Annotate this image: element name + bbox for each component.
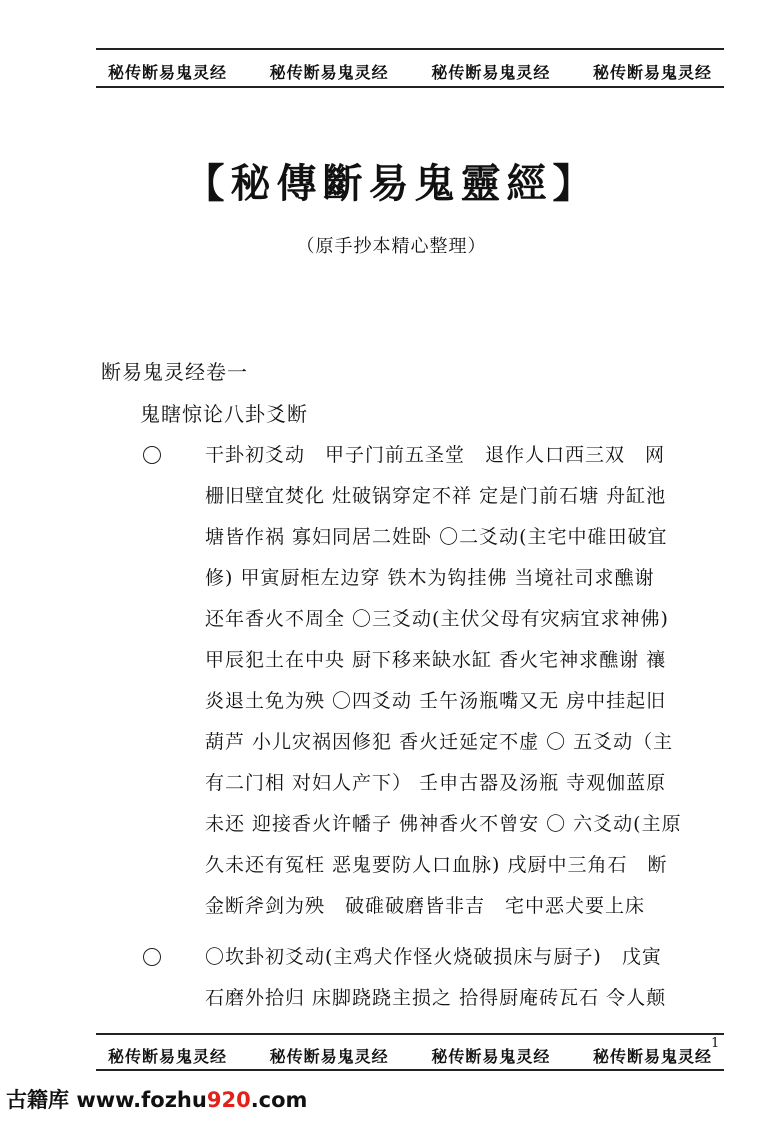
footer-rule-bottom xyxy=(96,1069,724,1071)
footer-rule-top xyxy=(96,1033,724,1035)
page-subtitle: （原手抄本精心整理） xyxy=(296,236,487,257)
paragraph xyxy=(205,435,720,927)
footer-item: 秘传断易鬼灵经 xyxy=(269,1047,389,1066)
text-line: 栅旧壁宜焚化 灶破锅穿定不祥 定是门前石塘 舟缸池 xyxy=(205,485,667,507)
text-line: 有二门相 对妇人产下） 壬申古器及汤瓶 寺观伽蓝原 xyxy=(205,772,667,794)
text-line: 葫芦 小儿灾祸因修犯 香火迁延定不虚 〇 五爻动（主 xyxy=(205,731,674,753)
text-line: 石磨外拾归 床脚跷跷主损之 拾得厨庵砖瓦石 令人颠 xyxy=(205,987,667,1009)
footer-item: 秘传断易鬼灵经 xyxy=(431,1047,551,1066)
text-line: 甲辰犯土在中央 厨下移来缺水缸 香火宅神求醮谢 禳 xyxy=(205,649,667,671)
footer-item: 秘传断易鬼灵经 xyxy=(108,1047,228,1066)
circle-marker-icon xyxy=(143,446,161,464)
watermark-url[interactable] xyxy=(76,1088,307,1112)
watermark-url-part: 920 xyxy=(206,1088,251,1112)
paragraph xyxy=(205,937,720,1019)
header-item: 秘传断易鬼灵经 xyxy=(108,63,228,82)
header-item: 秘传断易鬼灵经 xyxy=(592,63,712,82)
page-title: 【秘傳斷易鬼靈經】 xyxy=(184,160,599,207)
watermark-url-part: .com xyxy=(250,1088,308,1112)
header-rule-bottom xyxy=(96,86,724,88)
watermark-brand: 古籍库 xyxy=(6,1088,69,1112)
text-line: 还年香火不周全 〇三爻动(主伏父母有灾病宜求神佛) xyxy=(205,608,669,630)
section-heading: 鬼瞎惊论八卦爻断 xyxy=(140,402,308,426)
text-line: 〇坎卦初爻动(主鸡犬作怪火烧破损床与厨子) 戊寅 xyxy=(205,946,662,968)
text-line: 修) 甲寅厨柜左边穿 铁木为钩挂佛 当境社司求醮谢 xyxy=(205,567,655,589)
text-line: 塘皆作祸 寡妇同居二姓卧 〇二爻动(主宅中碓田破宜 xyxy=(205,526,668,548)
site-watermark xyxy=(6,1084,307,1114)
text-line: 久未还有冤枉 恶鬼要防人口血脉) 戌厨中三角石 断 xyxy=(205,854,668,876)
page-number: 1 xyxy=(711,1036,720,1051)
text-line: 炎退土免为殃 〇四爻动 壬午汤瓶嘴又无 房中挂起旧 xyxy=(205,690,667,712)
volume-heading: 断易鬼灵经卷一 xyxy=(101,360,248,384)
header-rule-top xyxy=(96,48,724,50)
footer-item: 秘传断易鬼灵经 xyxy=(592,1047,712,1066)
circle-marker-icon xyxy=(143,948,161,966)
running-header xyxy=(96,60,724,83)
running-footer xyxy=(96,1044,724,1067)
text-line: 干卦初爻动 甲子门前五圣堂 退作人口西三双 网 xyxy=(205,444,666,466)
header-item: 秘传断易鬼灵经 xyxy=(269,63,389,82)
text-line: 未还 迎接香火许幡子 佛神香火不曾安 〇 六爻动(主原 xyxy=(205,813,682,835)
header-item: 秘传断易鬼灵经 xyxy=(431,63,551,82)
text-line: 金断斧剑为殃 破碓破磨皆非吉 宅中恶犬要上床 xyxy=(205,895,646,917)
watermark-url-part: www.fozhu xyxy=(76,1088,207,1112)
